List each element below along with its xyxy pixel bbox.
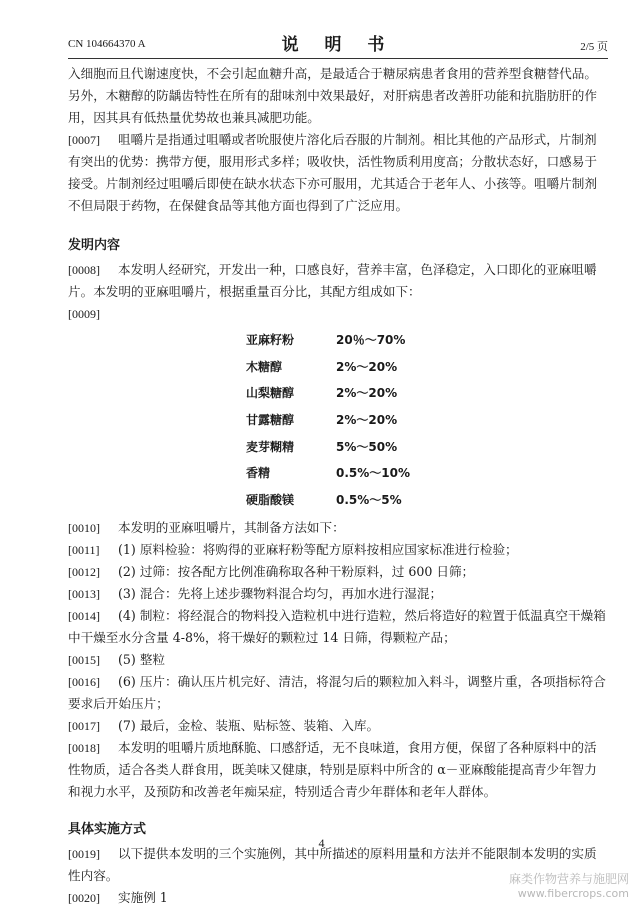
paragraph-number: [0009] bbox=[68, 307, 100, 321]
paragraph-number: [0011] bbox=[68, 543, 100, 558]
ingredient-name: 香精 bbox=[246, 466, 271, 481]
paragraph-text: (2) 过筛：按各配方比例准确称取各种干粉原料，过 600 日筛； bbox=[118, 564, 475, 580]
paragraph-text: (3) 混合：先将上述步骤物料混合均匀，再加水进行湿混； bbox=[118, 586, 443, 602]
paragraph-number: [0015] bbox=[68, 653, 100, 668]
ingredient-range: 0.5%～5% bbox=[336, 492, 402, 507]
ingredient-range: 20％～70% bbox=[336, 333, 406, 348]
document-title: 说 明 书 bbox=[281, 35, 395, 55]
ingredient-name: 山梨糖醇 bbox=[246, 386, 295, 401]
paragraph-number: [0013] bbox=[68, 587, 100, 602]
document-number: CN 104664370 A bbox=[68, 38, 146, 50]
header-divider bbox=[68, 58, 608, 59]
paragraph-0016 bbox=[68, 671, 608, 715]
section-heading-embodiments: 具体实施方式 bbox=[68, 822, 147, 838]
section-heading-summary: 发明内容 bbox=[68, 238, 121, 253]
watermark-title: 麻类作物营养与施肥网 bbox=[508, 872, 629, 886]
paragraph-text: 咀嚼片是指通过咀嚼或者吮服使片溶化后吞服的片制剂。相比其他的产品形式，片制剂有突出的优势：携带方便，服用形式多样；吸收快，活性物质利用度高；分散状态好，口感易于接受。片制剂经过咀嚼后即使在缺水状态下亦可服用，尤其适合于老年人、小孩等。咀嚼片制剂不但局限于药物，在保健食品等其他方面也得到了广泛应用。 bbox=[68, 132, 597, 213]
page-number: 4 bbox=[318, 836, 325, 850]
paragraph-text: 本发明的咀嚼片质地酥脆、口感舒适，无不良味道，食用方便，保留了各种原料中的活性物质，适合各类人群食用，既美味又健康，特别是原料中所含的 α－亚麻酸能提高青少年智力和视力水平，及预防和改善老年痴呆症，特别适合青少年群体和老年人群体。 bbox=[68, 740, 597, 800]
paragraph-0017 bbox=[68, 715, 608, 737]
paragraph-0011 bbox=[68, 539, 608, 561]
page-indicator: 2/5 页 bbox=[580, 41, 608, 53]
ingredient-name: 木糖醇 bbox=[246, 359, 283, 374]
paragraph-text: 本发明人经研究，开发出一种，口感良好，营养丰富，色泽稳定，入口即化的亚麻咀嚼片。本发明的亚麻咀嚼片，根据重量百分比，其配方组成如下： bbox=[68, 262, 597, 299]
formula-row bbox=[246, 327, 608, 354]
ingredient-name: 甘露糖醇 bbox=[246, 413, 295, 428]
paragraph-0018 bbox=[68, 737, 608, 803]
paragraph-number: [0014] bbox=[68, 609, 100, 624]
paragraph-0012 bbox=[68, 561, 608, 583]
paragraph-text: 以下提供本发明的三个实施例，其中所描述的原料用量和方法并不能限制本发明的实质性内容。 bbox=[68, 846, 597, 884]
formula-row bbox=[246, 460, 608, 487]
paragraph-0015 bbox=[68, 649, 608, 671]
paragraph-text: 本发明的亚麻咀嚼片，其制备方法如下： bbox=[118, 520, 345, 536]
paragraph-0010 bbox=[68, 517, 608, 539]
page-header bbox=[68, 30, 608, 56]
formula-row bbox=[246, 433, 608, 460]
paragraph-number: [0007] bbox=[68, 133, 100, 147]
paragraph-0014 bbox=[68, 605, 608, 649]
formula-row bbox=[246, 487, 608, 514]
paragraph-text: (1) 原料检验：将购得的亚麻籽粉等配方原料按相应国家标准进行检验； bbox=[118, 542, 518, 558]
ingredient-range: 5%～50% bbox=[336, 439, 398, 454]
paragraph-continued bbox=[68, 63, 608, 129]
paragraph-0007 bbox=[68, 129, 608, 217]
ingredient-name: 麦芽糊精 bbox=[246, 439, 295, 454]
ingredient-range: 2%～20% bbox=[336, 386, 398, 401]
paragraph-number: [0012] bbox=[68, 565, 100, 580]
paragraph-0013 bbox=[68, 583, 608, 605]
formula-row bbox=[246, 354, 608, 381]
ingredient-range: 2%～20% bbox=[336, 413, 398, 428]
paragraph-number: [0016] bbox=[68, 675, 100, 690]
ingredient-name: 硬脂酸镁 bbox=[246, 492, 295, 507]
paragraph-text: (6) 压片：确认压片机完好、清洁，将混匀后的颗粒加入料斗，调整片重，各项指标符合要求后开始压片； bbox=[68, 674, 606, 712]
paragraph-text: (5) 整粒 bbox=[118, 652, 166, 668]
paragraph-number: [0008] bbox=[68, 263, 100, 277]
formula-row bbox=[246, 380, 608, 407]
paragraph-number: [0020] bbox=[68, 891, 100, 906]
site-watermark bbox=[509, 870, 629, 900]
paragraph-text: (4) 制粒：将经混合的物料投入造粒机中进行造粒，然后将造好的粒置于低温真空干燥箱中干燥至水分含量 4-8%，将干燥好的颗粒过 14 日筛，得颗粒产品； bbox=[68, 608, 606, 646]
ingredient-range: 0.5%～10% bbox=[336, 466, 411, 481]
paragraph-text: 实施例 1 bbox=[118, 890, 168, 906]
formula-row bbox=[246, 407, 608, 434]
paragraph-number: [0010] bbox=[68, 521, 100, 536]
paragraph-text: (7) 最后，金检、装瓶、贴标签、装箱、入库。 bbox=[118, 718, 380, 734]
watermark-url: www.fibercrops.com bbox=[517, 887, 629, 900]
paragraph-0008 bbox=[68, 259, 608, 303]
document-body bbox=[68, 63, 608, 909]
paragraph-number: [0019] bbox=[68, 847, 100, 862]
ingredient-name: 亚麻籽粉 bbox=[246, 333, 295, 348]
ingredient-range: 2%～20% bbox=[336, 359, 398, 374]
paragraph-0009 bbox=[68, 303, 608, 325]
paragraph-number: [0017] bbox=[68, 719, 100, 734]
paragraph-text: 入细胞而且代谢速度快，不会引起血糖升高，是最适合于糖尿病患者食用的营养型食糖替代品。另外，木糖醇的防龋齿特性在所有的甜味剂中效果最好，对肝病患者改善肝功能和抗脂肪肝的作用，因其具有低热量优势故也兼具减肥功能。 bbox=[68, 66, 597, 125]
formula-table bbox=[246, 327, 608, 513]
paragraph-number: [0018] bbox=[68, 741, 100, 756]
